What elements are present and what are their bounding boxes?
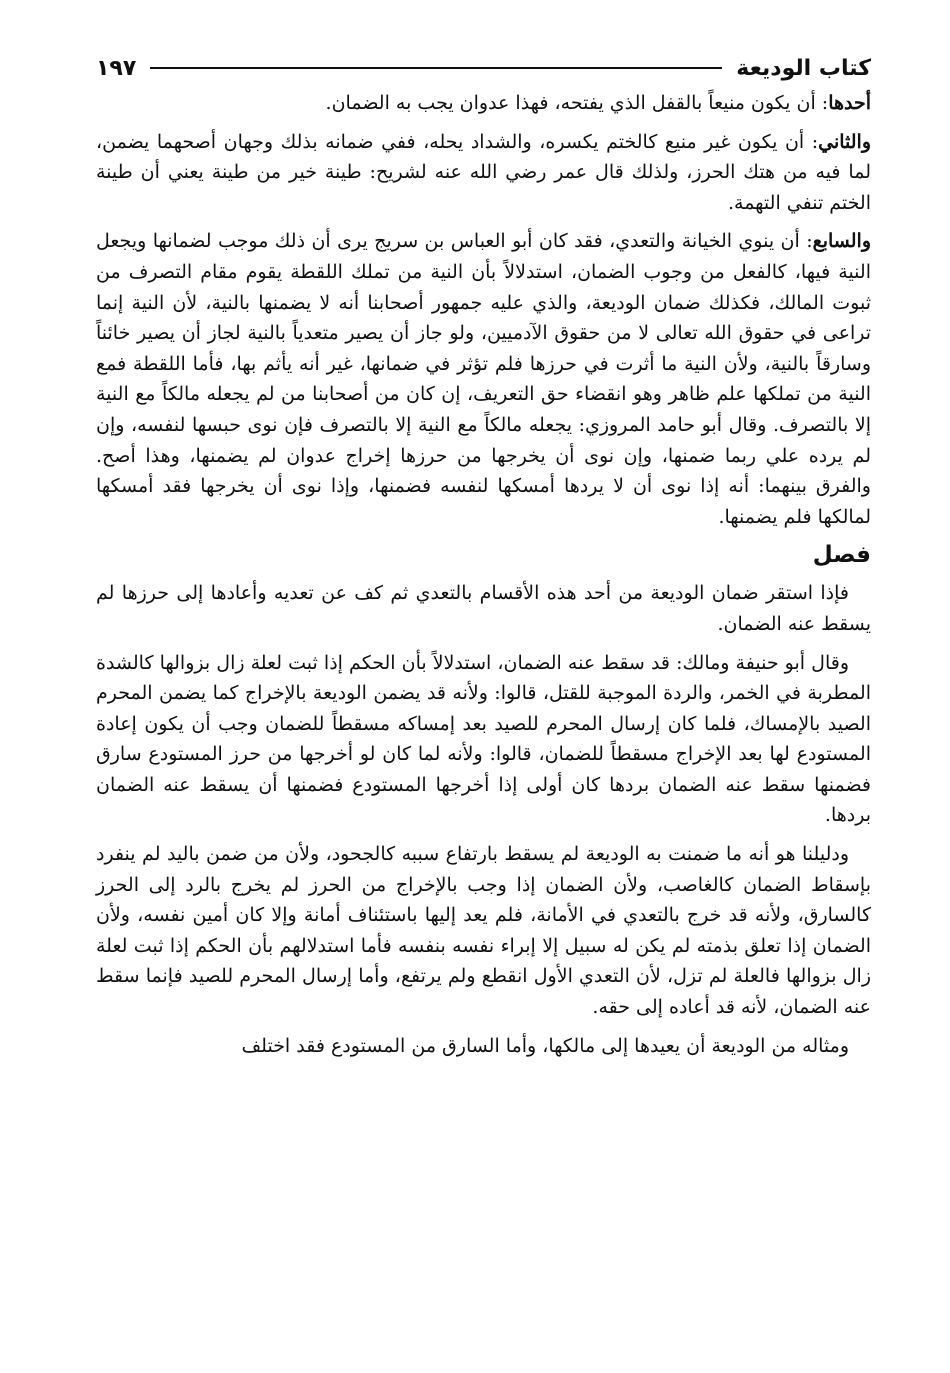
header-rule — [150, 67, 722, 69]
paragraph-lead: والثاني — [818, 130, 871, 153]
paragraph-seventh — [96, 226, 871, 532]
paragraph: وقال أبو حنيفة ومالك: قد سقط عنه الضمان، استدلالاً بأن الحكم إذا ثبت لعلة زال بزوالها كالشدة المطربة في الخمر، والردة الموجبة للقتل، قالوا: ولأنه قد يضمن الوديعة بالإخراج كما يضمن المحرم الصيد بالإمساك، فلما كان إرسال المحرم للصيد بعد إمساكه مسقطاً للضمان وجب أن يكون إعادة المستودع لها بعد الإخراج مسقطاً للضمان، قالوا: ولأنه لما كان لو أخرجها من حرز المستودع سارق فضمنها سقط عنه الضمان بردها كان أولى إذا أخرجها المستودع فضمنها أن يسقط عنه الضمان بردها. — [96, 651, 871, 827]
page-number: ١٩٧ — [96, 55, 137, 81]
page-body — [96, 88, 871, 1061]
paragraph-text: : أن يكون غير منيع كالختم يكسره، والشداد يحله، ففي ضمانه بذلك وجهان أصحهما يضمن، لما فيه من هتك الحرز، ولذلك قال عمر رضي الله عنه لشريح: طينة خير من طينة يعني أن طينة الختم تنفي التهمة. — [96, 130, 871, 214]
paragraph-text: : أن يكون منيعاً بالقفل الذي يفتحه، فهذا عدوان يجب به الضمان. — [325, 92, 829, 114]
paragraph: ومثاله من الوديعة أن يعيدها إلى مالكها، وأما السارق من المستودع فقد اختلف — [241, 1034, 849, 1057]
paragraph-lead: أحدها — [828, 92, 871, 114]
paragraph: فإذا استقر ضمان الوديعة من أحد هذه الأقسام بالتعدي ثم كف عن تعديه وأعادها إلى حرزها لم يسقط عنه الضمان. — [96, 582, 871, 635]
paragraph-text: : أن ينوي الخيانة والتعدي، فقد كان أبو العباس بن سريج يرى أن ذلك موجب لضمانها ويجعل النية فيها، كالفعل من وجوب الضمان، استدلالاً بأن النية من تملك اللقطة يقوم مقام التصرف من ثبوت المالك، فكذلك ضمان الوديعة، والذي عليه جمهور أصحابنا أنه لا يضمنها بالنية، لأن النية إنما تراعى في حقوق الله تعالى لا من حقوق الآدميين، ولو جاز أن يصير متعدياً بالنية لجاز أن يصير خائناً وسارقاً بالنية، ولأن النية ما أثرت في حرزها فلم تؤثر في ضمانها، غير أنه يأثم بها، فأما اللقطة فمع النية من تملكها علم ظاهر وهو انقضاء حق التعريف، إن كان من أصحابنا من لم يجعله مالكاً مع النية إلا بالتصرف. وقال أبو حامد المروزي: يجعله مالكاً مع النية إلا بالتصرف فإن نوى حبسها لنفسه، وإن لم يرده علي ربما ضمنها، وإن نوى أن يخرجها من حرزها إخراج عدوان لم يضمنها، وهذا أصح. والفرق بينهما: أنه إذا نوى أن لا يردها أمسكها لنفسه فضمنها، وإذا نوى أن يخرجها فقد أمسكها لمالكها فلم يضمنها. — [96, 230, 871, 528]
section-heading: فصل — [812, 542, 871, 569]
book-title: كتاب الوديعة — [736, 55, 871, 81]
paragraph-second — [96, 127, 871, 219]
book-page — [96, 48, 871, 1358]
paragraph-first — [96, 88, 871, 119]
paragraph: ودليلنا هو أنه ما ضمنت به الوديعة لم يسقط بارتفاع سببه كالجحود، ولأن من ضمن باليد لم ينفرد بإسقاط الضمان كالغاصب، ولأن الضمان إذا وجب بالإخراج من الحرز لم يخرج بالرد إلى الحرز كالسارق، ولأنه قد خرج بالتعدي في الأمانة، فلم يعد إليها باستئناف أمانة وإلا كان أمين نفسه، ولأن الضمان إذا تعلق بذمته لم يكن له سبيل إلا إبراء نفسه بنفسه فأما استدلالهم بأن الحكم إذا ثبت لعلة زال بزوالها فالعلة لم تزل، لأن التعدي الأول انقطع ولم يرتفع، وأما إرسال المحرم للصيد فإنما سقط عنه الضمان، لأنه قد أعاده إلى حقه. — [96, 843, 871, 1019]
running-header — [96, 48, 871, 88]
paragraph-lead: والسابع — [812, 230, 871, 253]
